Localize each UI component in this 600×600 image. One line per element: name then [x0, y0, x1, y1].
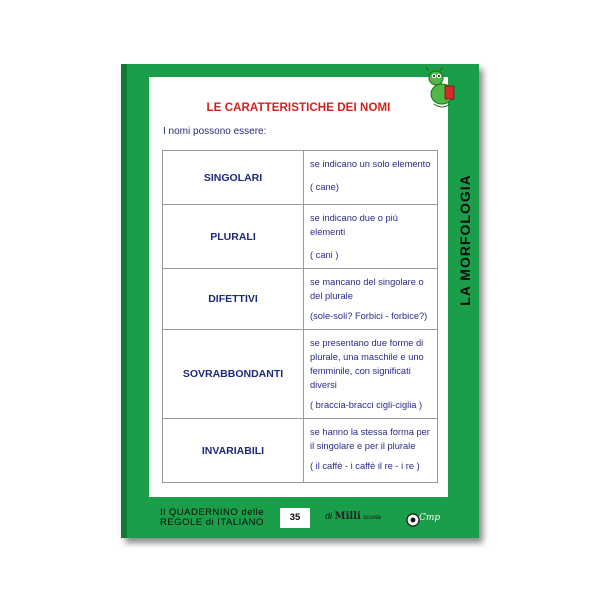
description-cell	[304, 419, 438, 483]
description-text: se presentano due forme di plurale, una maschile e uno femminile, con significati diversi	[310, 338, 424, 390]
brand-prefix: di	[325, 511, 333, 521]
description-text: se hanno la stessa forma per il singolare e per il plurale	[310, 427, 430, 451]
description-cell	[304, 330, 438, 419]
term-cell: SINGOLARI	[163, 151, 304, 205]
description-text: se mancano del singolare o del plurale	[310, 277, 424, 301]
description-text: se indicano due o più elementi	[310, 213, 398, 237]
description-cell	[304, 151, 438, 205]
table-row	[163, 269, 438, 330]
table-row	[163, 205, 438, 269]
brand-name: Milli	[334, 511, 361, 522]
term-cell: SOVRABBONDANTI	[163, 330, 304, 419]
term-cell: INVARIABILI	[163, 419, 304, 483]
table-row	[163, 151, 438, 205]
brand-sub: scuola	[363, 515, 381, 521]
example-text: (sole-soli? Forbici - forbice?)	[310, 311, 428, 321]
book-title	[160, 508, 264, 528]
example-text: ( braccia-bracci cigli-ciglia )	[310, 400, 423, 410]
description-text: se indicano un solo elemento	[310, 159, 431, 169]
page-spine	[121, 64, 127, 538]
book-title-line2: REGOLE di ITALIANO	[160, 517, 264, 528]
book-title-line1: Il QUADERNINO delle	[160, 507, 264, 518]
description-cell	[304, 205, 438, 269]
page-number: 35	[280, 508, 310, 528]
description-cell	[304, 269, 438, 330]
noun-characteristics-table	[162, 150, 438, 483]
page-title: LE CARATTERISTICHE DEI NOMI	[206, 102, 391, 114]
section-label: LA MORFOLOGIA	[457, 174, 473, 306]
example-text: ( cani )	[310, 250, 339, 260]
table-row	[163, 419, 438, 483]
term-cell: PLURALI	[163, 205, 304, 269]
example-text: ( il caffè - i caffè il re - i re )	[310, 461, 420, 471]
intro-text: I nomi possono essere:	[163, 126, 267, 137]
term-cell: DIFETTIVI	[163, 269, 304, 330]
brand-logo	[325, 511, 381, 522]
example-text: ( cane)	[310, 182, 339, 192]
cmp-logo-text: Cmp	[419, 513, 441, 523]
table-row	[163, 330, 438, 419]
